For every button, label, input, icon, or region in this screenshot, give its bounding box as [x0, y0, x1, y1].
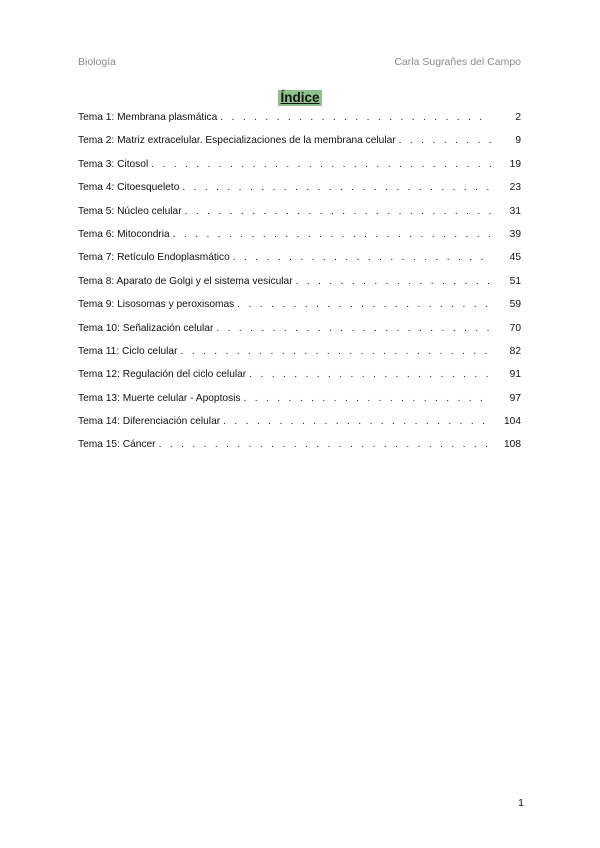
- toc-entry-label[interactable]: Tema 15: Cáncer: [78, 439, 156, 451]
- toc-entry-label[interactable]: Tema 12: Regulación del ciclo celular: [78, 369, 247, 381]
- toc-entry[interactable]: [78, 437, 521, 460]
- toc-dot-leader: [216, 321, 491, 337]
- page-title: Índice: [280, 90, 320, 105]
- toc-dot-leader: [151, 157, 491, 173]
- toc-entry-label[interactable]: Tema 6: Mitocondria: [78, 228, 170, 240]
- page-header: [78, 56, 521, 70]
- toc-entry-page[interactable]: 59: [509, 299, 521, 311]
- toc-dot-leader: [173, 227, 491, 243]
- toc-entry-page[interactable]: 2: [515, 112, 521, 123]
- toc-entry[interactable]: [78, 227, 521, 250]
- toc-dot-leader: [399, 133, 491, 149]
- toc-entry-label[interactable]: Tema 11: Ciclo celular: [78, 345, 178, 357]
- toc-entry[interactable]: [78, 157, 521, 180]
- toc-entry-page[interactable]: 91: [509, 369, 521, 381]
- toc-dot-leader: [185, 204, 491, 220]
- toc-entry-label[interactable]: Tema 14: Diferenciación celular: [78, 416, 221, 428]
- toc-dot-leader: [223, 414, 491, 430]
- toc-entry-page[interactable]: 9: [515, 135, 521, 147]
- toc-dot-leader: [180, 344, 491, 360]
- header-subject: Biología: [78, 56, 116, 68]
- toc-entry-page[interactable]: 19: [509, 158, 521, 170]
- toc-entry[interactable]: [78, 274, 521, 297]
- toc-entry[interactable]: [78, 297, 521, 320]
- toc-dot-leader: [244, 391, 491, 407]
- toc-entry-label[interactable]: Tema 3: Citosol: [78, 158, 149, 170]
- toc-entry-page[interactable]: 82: [509, 345, 521, 357]
- toc-entry-page[interactable]: 108: [504, 439, 521, 451]
- toc-entry[interactable]: [78, 250, 521, 273]
- toc-dot-leader: [296, 274, 491, 290]
- toc-entry[interactable]: [78, 391, 521, 414]
- toc-entry[interactable]: [78, 110, 521, 133]
- toc-entry-page[interactable]: 70: [509, 322, 521, 334]
- toc-dot-leader: [233, 250, 491, 266]
- toc-entry-page[interactable]: 104: [504, 416, 521, 428]
- toc-entry-label[interactable]: Tema 4: Citoesqueleto: [78, 182, 180, 194]
- toc-entry-label[interactable]: Tema 9: Lisosomas y peroxisomas: [78, 299, 235, 311]
- toc-entry-page[interactable]: 45: [509, 252, 521, 264]
- toc-entry[interactable]: [78, 321, 521, 344]
- toc-entry[interactable]: [78, 344, 521, 367]
- toc-dot-leader: [249, 367, 491, 383]
- toc-dot-leader: [237, 297, 491, 313]
- toc-entry-label[interactable]: Tema 8: Aparato de Golgi y el sistema vesicular: [78, 275, 293, 287]
- toc-entry-page[interactable]: 51: [509, 275, 521, 287]
- toc-entry[interactable]: [78, 133, 521, 156]
- toc-entry-label[interactable]: Tema 5: Núcleo celular: [78, 205, 182, 217]
- toc-entry-page[interactable]: 97: [509, 392, 521, 404]
- toc-entry[interactable]: [78, 204, 521, 227]
- toc-entry[interactable]: [78, 180, 521, 203]
- toc-entry[interactable]: [78, 414, 521, 437]
- toc-entry-label[interactable]: Tema 10: Señalización celular: [78, 322, 214, 334]
- title-container: [0, 89, 600, 107]
- header-author: Carla Sugrañes del Campo: [394, 56, 521, 68]
- page-number: 1: [518, 797, 524, 809]
- toc-entry-page[interactable]: 23: [509, 182, 521, 194]
- toc-entry-label[interactable]: Tema 13: Muerte celular - Apoptosis: [78, 392, 241, 404]
- table-of-contents: [78, 110, 521, 461]
- toc-entry[interactable]: [78, 367, 521, 390]
- toc-entry-label[interactable]: Tema 1: Membrana plasmática: [78, 112, 218, 123]
- toc-entry-label[interactable]: Tema 7: Retículo Endoplasmático: [78, 252, 230, 264]
- toc-entry-page[interactable]: 39: [509, 228, 521, 240]
- toc-entry-label[interactable]: Tema 2: Matriz extracelular. Especializaciones de la membrana celular: [78, 135, 396, 147]
- toc-dot-leader: [220, 110, 491, 126]
- toc-dot-leader: [159, 437, 491, 453]
- toc-entry-page[interactable]: 31: [509, 205, 521, 217]
- toc-dot-leader: [182, 180, 491, 196]
